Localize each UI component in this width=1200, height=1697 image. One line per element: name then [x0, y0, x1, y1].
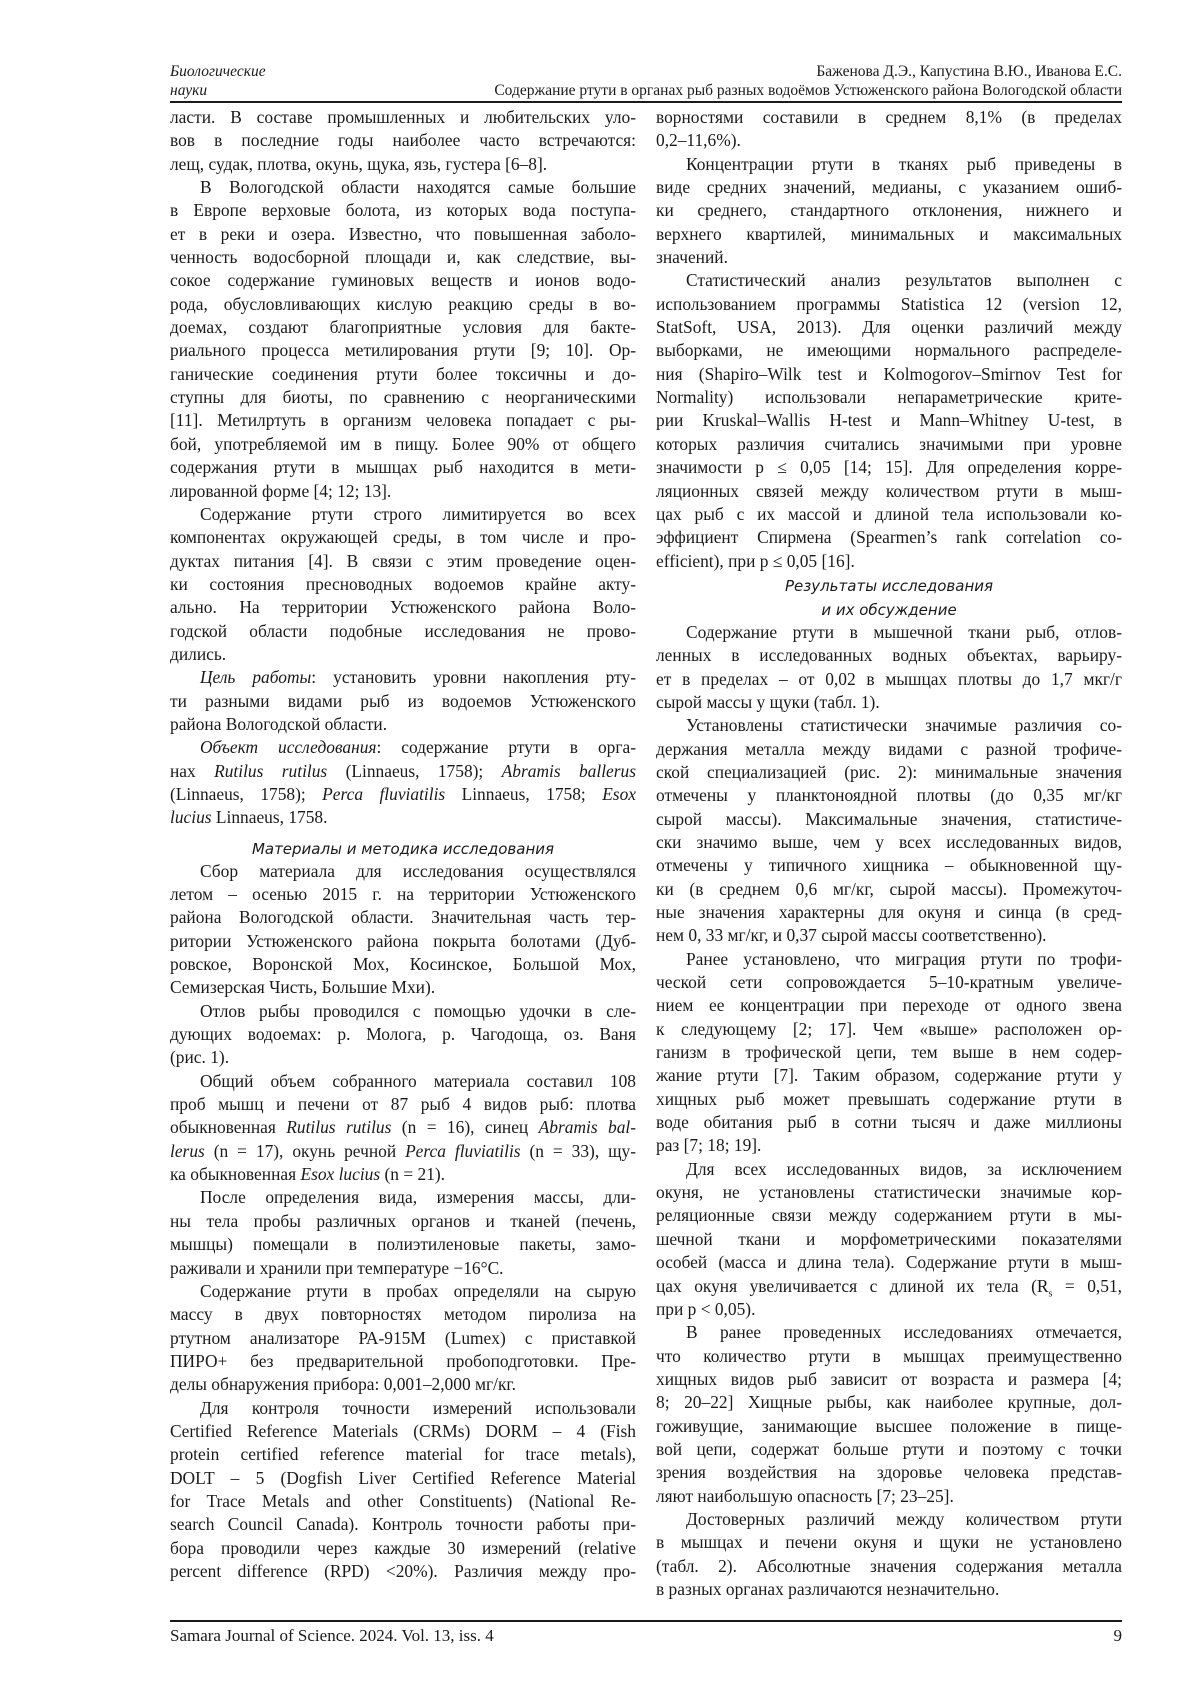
text-line: Концентрации ртути в тканях рыб приведены в [686, 153, 1122, 174]
text-line: ка обыкновенная Esox lucius (n = 21). [170, 1164, 446, 1185]
text-line: efficient), при p ≤ 0,05 [16]. [656, 550, 855, 571]
text-line: значимости p ≤ 0,05 [14; 15]. Для определения корре- [656, 457, 1122, 478]
text-line: ки (в среднем 0,6 мг/кг, сырой массы). Промежуточ- [656, 878, 1122, 899]
text-line: цах окуня увеличивается с длиной их тела ($R_s = 0,51$, [656, 1275, 1122, 1298]
text-line: делы обнаружения прибора: 0,001–2,000 мг/кг. [170, 1374, 516, 1395]
text-line: lerus (n = 17), окунь речной Perca fluviatilis (n = 33), щу- [170, 1140, 636, 1161]
text-line: ПИРО+ без предварительной пробоподготовки. Пре- [170, 1350, 636, 1371]
text-line: 8; 20–22] Хищные рыбы, как наиболее крупные, дол- [656, 1392, 1122, 1413]
text-line: выборками, не имеющими нормального распределе- [656, 340, 1122, 361]
text-line: держания металла между видами с разной трофиче- [656, 738, 1122, 759]
text-line: ленных в исследованных водных объектах, варьиру- [656, 645, 1122, 666]
text-line: [11]. Метилртуть в организм человека попадает с ры- [170, 410, 636, 431]
text-line: Цель работы: установить уровни накопления рту- [200, 667, 636, 688]
text-line: в разных органах различаются незначительно. [656, 1578, 1000, 1599]
text-line: ческой сети сопровождается 5–10-кратным увеличе- [656, 972, 1122, 993]
footer-divider [170, 1620, 1122, 1622]
section-heading: и их обсуждение [821, 600, 957, 619]
text-line: ти разными видами рыб из водоемов Устюженского [170, 690, 636, 711]
text-line: Общий объем собранного материала составил 108 [200, 1070, 636, 1091]
text-line: использованием программы Statistica 12 (version 12, [656, 293, 1122, 314]
text-line: ляют наибольшую опасность [7; 23–25]. [656, 1485, 954, 1506]
text-line: StatSoft, USA, 2013). Для оценки различий между [656, 317, 1122, 338]
text-line: сокое содержание гуминовых веществ и ионов водо- [170, 270, 636, 291]
text-line: особей (масса и длина тела). Содержание ртути в мыш- [656, 1252, 1122, 1273]
text-line: зрения воздействия на здоровье человека представ- [656, 1462, 1122, 1483]
text-line: (Linnaeus, 1758); Perca fluviatilis Linnaeus, 1758; Esox [170, 783, 636, 804]
text-line: дились. [170, 643, 227, 664]
text-line: нем 0, 33 мг/кг, и 0,37 сырой массы соответственно). [656, 925, 1047, 946]
text-line: дующих водоемах: р. Молога, р. Чагодоща, оз. Ваня [170, 1024, 636, 1045]
text-line: ской специализацией (рис. 2): минимальные значения [656, 761, 1122, 782]
journal-citation: Samara Journal of Science. 2024. Vol. 13, iss. 4 [170, 1626, 494, 1645]
text-line: лещ, судак, плотва, окунь, щука, язь, густера [6–8]. [170, 153, 548, 174]
text-line: Ранее установлено, что миграция ртути по трофи- [686, 948, 1122, 969]
text-line: ритории Устюженского района покрыта болотами (Дуб- [170, 930, 636, 951]
left-column [170, 106, 636, 1583]
text-line: В ранее проведенных исследованиях отмечается, [686, 1322, 1122, 1343]
text-line: дуктах питания [4]. В связи с этим проведение оцен- [170, 550, 636, 571]
text-line: раз [7; 18; 19]. [656, 1135, 762, 1156]
text-line: Содержание ртути в мышечной ткани рыб, отлов- [686, 621, 1122, 642]
text-line: что количество ртути в мышцах преимущественно [656, 1345, 1122, 1366]
text-line: Для контроля точности измерений использовали [200, 1397, 636, 1418]
journal-section-label [170, 62, 266, 100]
text-line: ски значимо выше, чем у всех исследованных видов, [656, 831, 1122, 852]
text-line: доемах, создают благоприятные условия для бакте- [170, 317, 636, 338]
text-line: годской области подобные исследования не прово- [170, 620, 636, 641]
text-line: нием ее концентрации при переходе от одного звена [656, 995, 1122, 1016]
text-line: 0,2–11,6%). [656, 130, 741, 151]
text-line: значений. [656, 247, 728, 268]
text-line: Объект исследования: содержание ртути в орга- [200, 737, 636, 758]
section-line-2: науки [170, 82, 208, 99]
text-line: рода, обусловливающих кислую реакцию среды в во- [170, 293, 636, 314]
page-number: 9 [1113, 1626, 1122, 1645]
text-line: летом – осенью 2015 г. на территории Устюженского [170, 884, 636, 904]
text-line: верхнего квартилей, минимальных и максимальных [656, 223, 1122, 244]
text-line: lucius Linnaeus, 1758. [170, 807, 328, 828]
text-line: ны тела пробы различных органов и тканей (печень, [170, 1210, 636, 1231]
text-line: вов в последние годы наиболее часто встречаются: [170, 130, 636, 151]
text-line: компонентах окружающей среды, в том числе и про- [170, 527, 636, 548]
text-line: виде средних значений, медианы, с указанием ошиб- [656, 177, 1122, 198]
text-line: ния (Shapiro–Wilk test и Kolmogorov–Smirnov Test for [656, 363, 1122, 384]
text-line: цах рыб с их массой и длиной тела использовали ко- [656, 503, 1122, 524]
text-line: шечной ткани и морфометрическими показателями [656, 1228, 1122, 1249]
text-line: ки состояния пресноводных водоемов крайне акту- [170, 573, 636, 594]
section-line-1: Биологические [170, 63, 266, 80]
text-line: бора проводили через каждые 30 измерений (relative [170, 1537, 636, 1558]
text-line: отмечены у планктоноядной плотвы (до 0,35 мг/кг [656, 785, 1122, 806]
text-line: protein certified reference material for trace metals), [170, 1444, 636, 1465]
text-line: После определения вида, измерения массы, дли- [200, 1187, 636, 1208]
text-line: массу в двух повторностях методом пиролиза на [170, 1304, 636, 1325]
text-line: ганические соединения ртути более токсичны и до- [170, 363, 636, 384]
text-line: percent difference (RPD) <20%). Различия между про- [170, 1560, 636, 1581]
text-line: которых различия считались значимыми при уровне [656, 433, 1122, 454]
text-line: риального процесса метилирования ртути [9; 10]. Ор- [170, 340, 636, 361]
section-heading: Результаты исследования [784, 576, 994, 595]
text-line: (рис. 1). [170, 1047, 230, 1068]
text-line: отмечены у типичного хищника – обыкновенной щу- [656, 855, 1122, 876]
section-heading: Материалы и методика исследования [251, 839, 555, 858]
text-line: ступны для биоты, по сравнению с неорганическими [170, 387, 636, 408]
text-line: реляционные связи между содержанием ртути в мы- [656, 1205, 1122, 1226]
text-line: в Европе верховые болота, из которых вода поступа- [170, 200, 636, 221]
text-line: гоживущие, занимающие высшее положение в пище- [656, 1415, 1122, 1436]
text-line: Для всех исследованных видов, за исключением [686, 1158, 1122, 1179]
text-line: обыкновенная Rutilus rutilus (n = 16), синец Abramis bal- [170, 1117, 636, 1138]
authors: Баженова Д.Э., Капустина В.Ю., Иванова Е.С. [816, 63, 1122, 80]
text-line: ляционных связей между количеством ртути в мыш- [656, 480, 1122, 501]
text-line: ные значения характерны для окуня и синца (в сред- [656, 902, 1122, 922]
text-line: хищных видов рыб зависит от возраста и размера [4; [656, 1368, 1122, 1389]
text-line: Статистический анализ результатов выполнен с [686, 270, 1122, 291]
right-column [656, 106, 1122, 1601]
text-line: эффициент Спирмена (Spearmen’s rank correlation co- [656, 527, 1122, 548]
text-line: for Trace Metals and other Constituents) (National Re- [170, 1490, 636, 1511]
text-line: Отлов рыбы проводился с помощью удочки в сле- [200, 1000, 636, 1021]
text-line: Содержание ртути строго лимитируется во всех [200, 503, 636, 524]
text-line: к следующему [2; 17]. Чем «выше» расположен ор- [656, 1018, 1122, 1039]
text-line: ченность водосборной площади и, как следствие, вы- [170, 247, 636, 268]
text-line: в мышцах и печени окуня и щуки не установлено [656, 1532, 1122, 1553]
text-line: search Council Canada). Контроль точности работы при- [170, 1514, 636, 1535]
page-header [170, 62, 1122, 100]
text-line: жание ртути [7]. Таким образом, содержание ртути у [656, 1065, 1122, 1086]
text-line: при p < 0,05). [656, 1298, 756, 1319]
text-line: воде обитания рыб в сотни тысяч и даже миллионы [656, 1112, 1122, 1133]
text-line: DOLT – 5 (Dogfish Liver Certified Reference Material [170, 1467, 636, 1488]
text-line: бой, употребляемой им в пищу. Более 90% от общего [170, 433, 636, 454]
text-line: Содержание ртути в пробах определяли на сырую [200, 1280, 636, 1301]
text-line: ально. На территории Устюженского района Воло- [170, 597, 636, 618]
text-line: района Вологодской области. [170, 713, 388, 734]
text-line: В Вологодской области находятся самые большие [200, 177, 636, 198]
text-line: Normality) использовали непараметрические крите- [656, 387, 1122, 408]
text-line: Семизерская Чисть, Большие Мхи). [170, 977, 436, 998]
text-line: сырой массы). Максимальные значения, статистиче- [656, 808, 1122, 829]
text-line: ет в реки и озера. Известно, что повышенная заболо- [170, 223, 636, 244]
text-line: района Вологодской области. Значительная часть тер- [170, 907, 636, 928]
text-line: содержания ртути в мышцах рыб находится в мети- [170, 457, 636, 478]
text-line: ртутном анализаторе РА-915М (Lumex) с приставкой [170, 1327, 636, 1348]
text-line: проб мышц и печени от 87 рыб 4 видов рыб: плотва [170, 1094, 636, 1115]
header-divider [170, 101, 1122, 103]
text-line: ганизм в трофической цепи, тем выше в нем содер- [656, 1042, 1122, 1063]
text-line: Certified Reference Materials (CRMs) DORM – 4 (Fish [170, 1420, 636, 1441]
text-line: (табл. 2). Абсолютные значения содержания металла [656, 1555, 1122, 1576]
text-line: окуня, не установлены статистически значимые кор- [656, 1182, 1122, 1203]
text-line: рии Kruskal–Wallis H-test и Mann–Whitney U-test, в [656, 410, 1122, 431]
text-line: раживали и хранили при температуре −16°С. [170, 1257, 504, 1278]
text-line: ровское, Воронской Мох, Косинское, Большой Мох, [170, 954, 636, 975]
text-line: ворностями составили в среднем 8,1% (в пределах [656, 107, 1122, 127]
text-line: ласти. В составе промышленных и любительских уло- [170, 107, 636, 127]
text-line: сырой массы у щуки (табл. 1). [656, 691, 880, 712]
text-line: вой цепи, содержат больше ртути и поэтому с точки [656, 1438, 1122, 1459]
text-line: хищных рыб может превышать содержание ртути в [656, 1088, 1122, 1109]
text-line: ет в пределах – от 0,02 в мышцах плотвы до 1,7 мкг/г [656, 668, 1122, 689]
text-line: ки среднего, стандартного отклонения, нижнего и [656, 200, 1122, 221]
text-line: мышцы) помещали в полиэтиленовые пакеты, замо- [170, 1234, 636, 1255]
text-line: Сбор материала для исследования осуществлялся [200, 860, 636, 881]
text-line: нах Rutilus rutilus (Linnaeus, 1758); Abramis ballerus [170, 760, 636, 781]
text-line: Установлены статистически значимые различия со- [686, 715, 1122, 736]
text-line: лированной форме [4; 12; 13]. [170, 480, 392, 501]
running-title: Содержание ртути в органах рыб разных водоёмов Устюженского района Вологодской области [494, 82, 1122, 99]
text-line: Достоверных различий между количеством ртути [686, 1508, 1122, 1529]
